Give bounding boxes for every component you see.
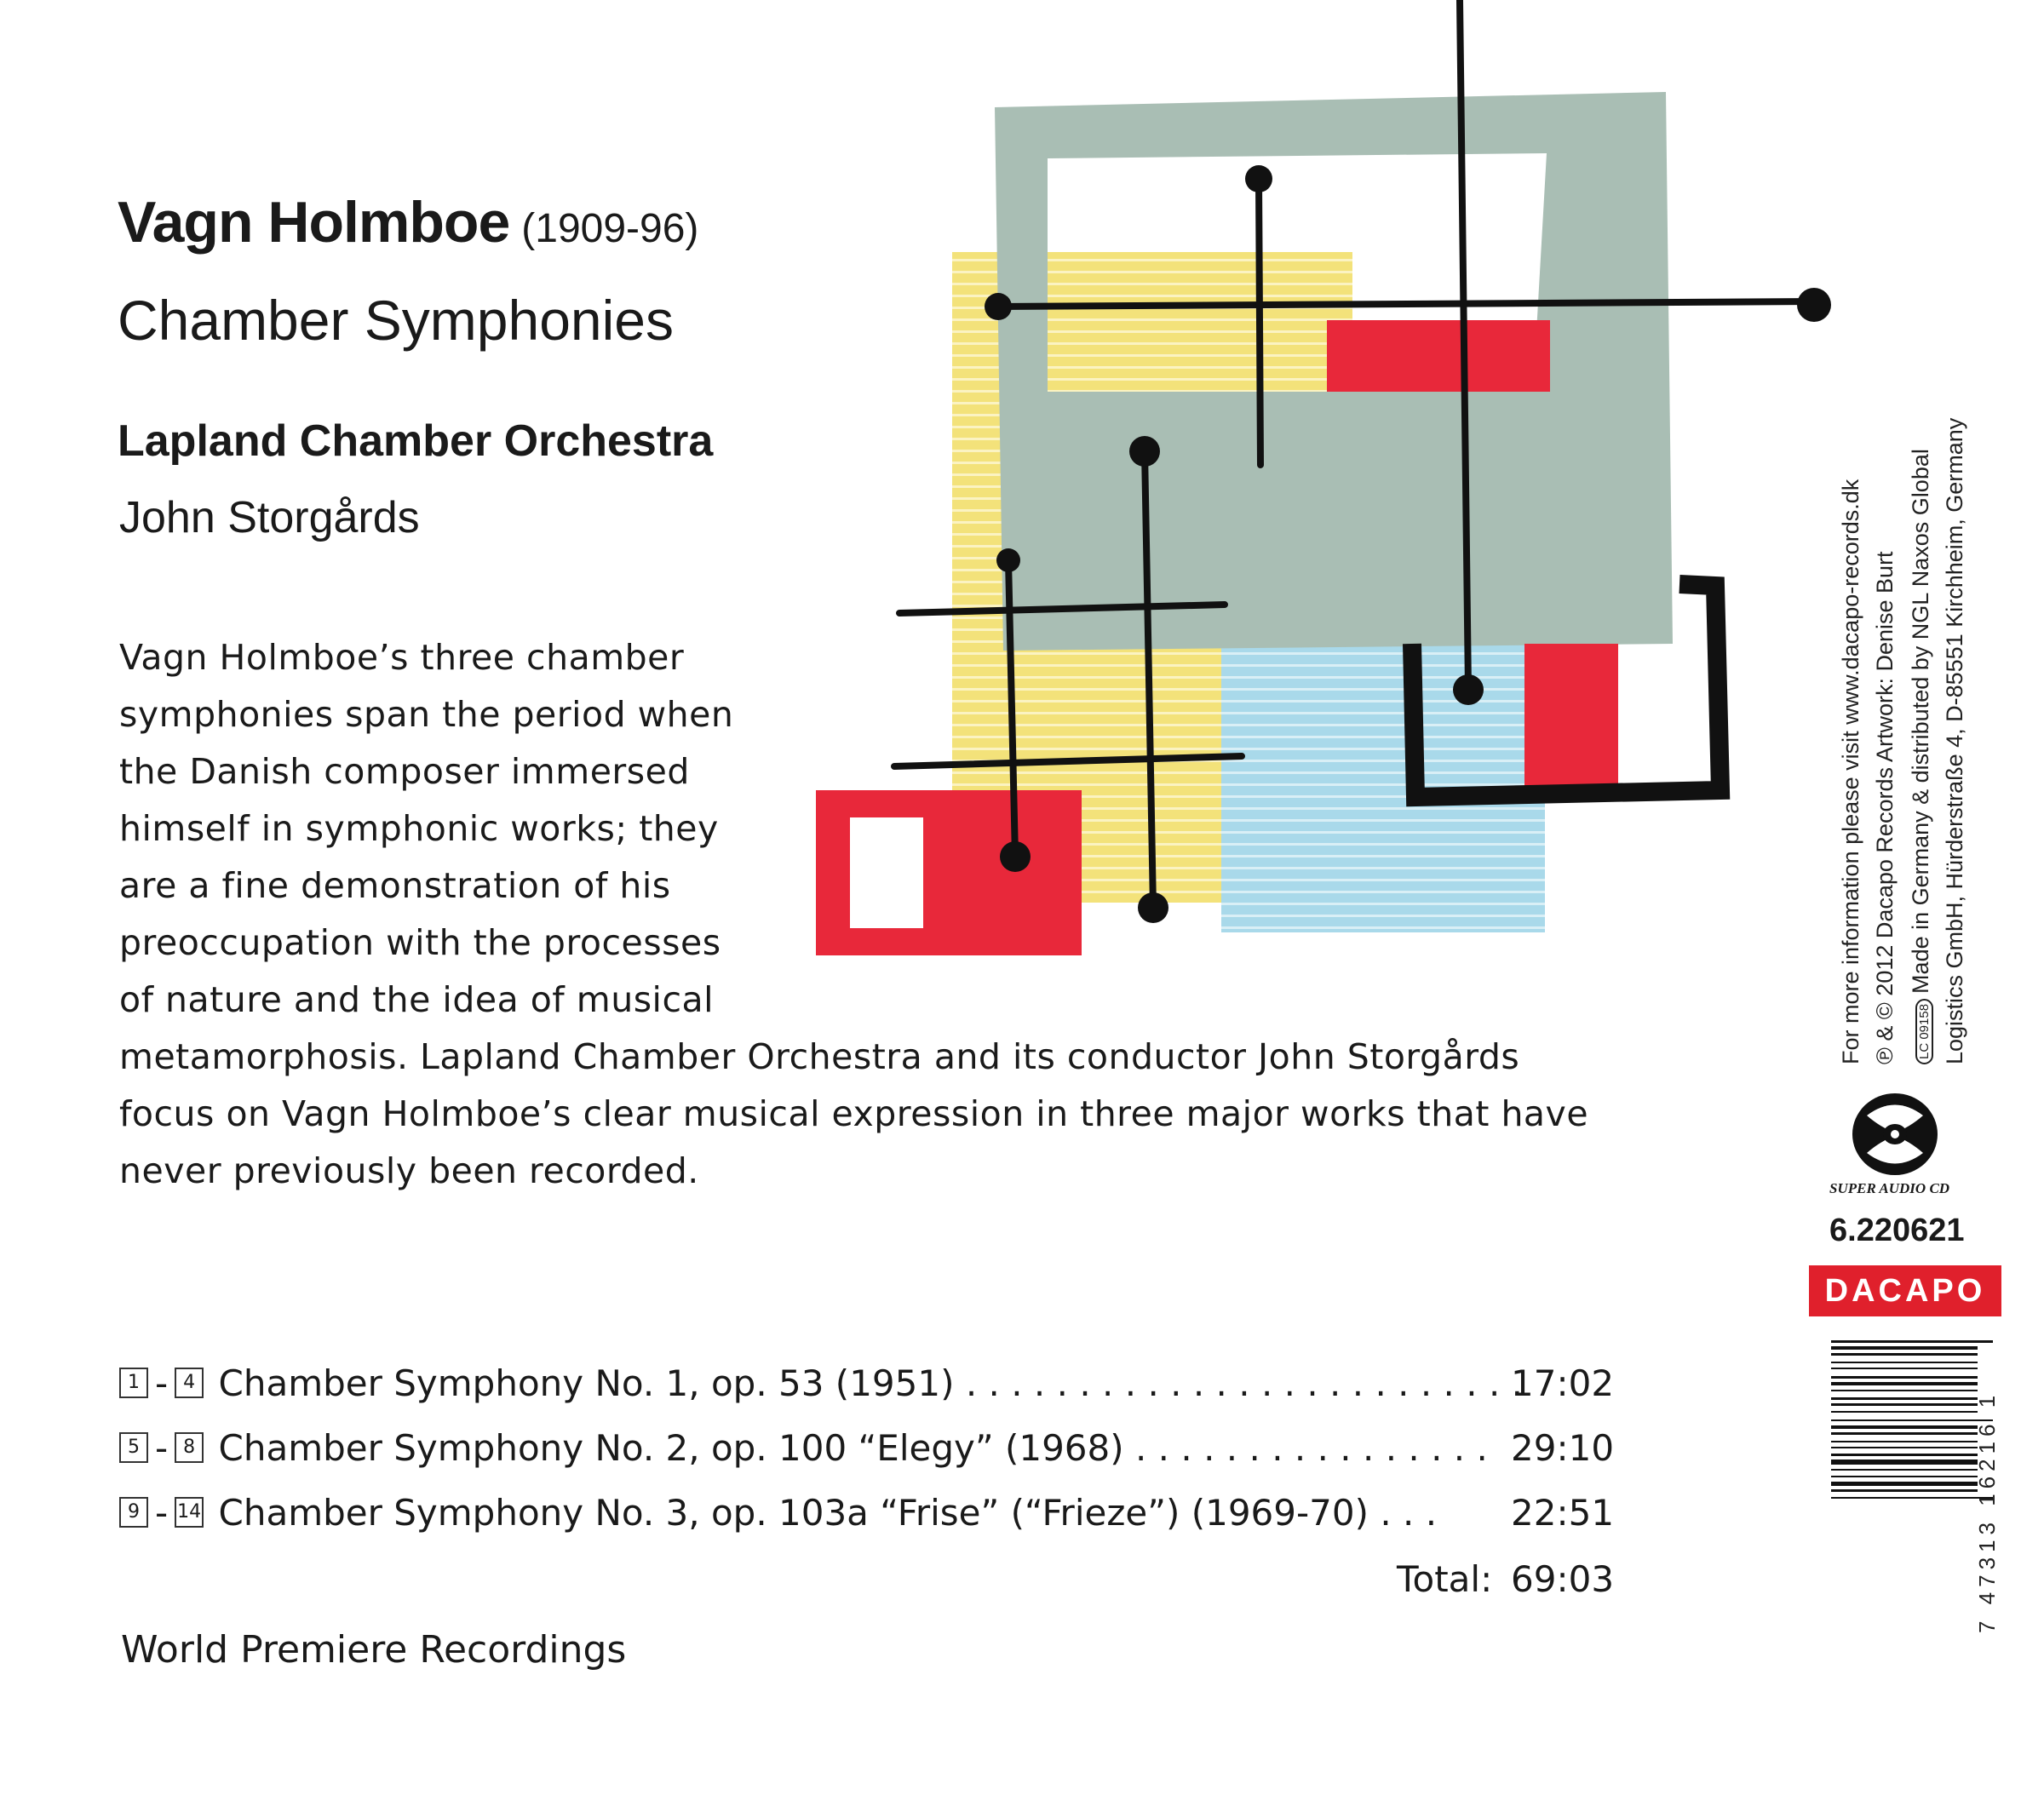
track-start-number: 9 [119,1497,148,1528]
barcode-bar [1831,1411,1978,1413]
barcode-bar [1831,1346,1978,1350]
total-label: Total: [1397,1558,1493,1600]
work-title: Chamber Symphonies [118,289,674,352]
track-leader-dots: . . . . . . . . . . . . . . . . [1134,1427,1488,1469]
description-line: of nature and the idea of musical [119,979,715,1020]
dot-marker [1129,436,1160,467]
track-title: Chamber Symphony No. 3, op. 103a “Frise” (“Frieze”) (1969-70) [218,1492,1369,1534]
barcode-bar [1831,1432,1978,1435]
conductor-name: John Storgårds [119,493,420,542]
track-title: Chamber Symphony No. 1, op. 53 (1951) [218,1362,955,1404]
barcode [1831,1340,1993,1630]
barcode-bar [1831,1476,1978,1477]
dot-marker [1453,674,1484,705]
description-line: himself in symphonic works; they [119,808,719,849]
barcode-bar [1831,1353,1978,1356]
barcode-bar [1831,1368,1978,1369]
track-leader-dots: . . . . . . . . . . . . . . . . . . . . . . . . . [965,1362,1524,1404]
description-line: symphonies span the period when [119,694,734,735]
description-line: preoccupation with the processes [119,922,721,963]
barcode-bar [1831,1425,1978,1429]
barcode-bar [1831,1460,1978,1465]
barcode-bar [1831,1362,1978,1363]
track-start-number: 5 [119,1432,148,1463]
red-block-right [1524,644,1618,795]
red-block [1327,320,1550,392]
barcode-bar [1831,1340,1993,1343]
barcode-bar [1831,1454,1978,1456]
track-row: 1 - 4 Chamber Symphony No. 1, op. 53 (1951) . . . . . . . . . . . . . . . . . . . . . . . . . 17:02 [119,1362,1618,1414]
barcode-bar [1831,1419,1993,1421]
distribution-text: Made in Germany & distributed by NGL Naxos Global [1908,449,1933,994]
track-duration: 22:51 [1511,1492,1615,1534]
cover-artwork [801,0,1857,971]
info-distribution [1908,449,1934,1064]
barcode-bar [1831,1489,1978,1492]
barcode-digits: 7 47313 16216 1 [1974,1390,2000,1633]
sacd-label: SUPER AUDIO CD [1829,1180,1950,1196]
track-end-number: 4 [175,1368,204,1398]
dot-marker [1245,165,1272,192]
barcode-bar [1831,1397,1978,1400]
track-title: Chamber Symphony No. 2, op. 100 “Elegy” (1968) [218,1427,1124,1469]
description-line: Vagn Holmboe’s three chamber [119,637,685,678]
dot-marker [985,293,1012,320]
premiere-note: World Premiere Recordings [121,1628,627,1672]
description-line: the Danish composer immersed [119,751,690,792]
info-address: Logistics GmbH, Hürderstraße 4, D-85551 Kirchheim, Germany [1942,417,1967,1064]
catalog-number: 6.220621 [1829,1213,1965,1248]
barcode-bar [1831,1390,1978,1391]
blue-panel [1221,639,1545,932]
orchestra-name: Lapland Chamber Orchestra [118,416,714,466]
description-line: metamorphosis. Lapland Chamber Orchestra and its conductor John Storgårds [119,1036,1520,1077]
info-copyright: ℗ & © 2012 Dacapo Records Artwork: Denise Burt [1872,551,1898,1064]
description-line: never previously been recorded. [119,1150,699,1191]
composer-name [118,189,698,255]
track-row: 9 - 14 Chamber Symphony No. 3, op. 103a “Frise” (“Frieze”) (1969-70) . . . 22:51 [119,1492,1618,1543]
track-end-number: 8 [175,1432,204,1463]
dacapo-logo: DACAPO [1809,1265,2001,1316]
barcode-bar [1831,1376,1978,1379]
barcode-bar [1831,1382,1978,1385]
dot-marker [1797,288,1831,322]
track-start-number: 1 [119,1368,148,1398]
total-duration: 69:03 [1511,1558,1615,1600]
dot-marker [1000,841,1031,872]
track-duration: 17:02 [1511,1362,1615,1404]
barcode-bar [1831,1441,1978,1442]
dot-marker [996,548,1020,572]
barcode-bar [1831,1447,1978,1448]
barcode-bar [1831,1482,1978,1486]
barcode-bar [1831,1469,1978,1471]
barcode-bar [1831,1497,1993,1499]
description-line: are a fine demonstration of his [119,865,671,906]
lc-code: LC 09158 [1915,999,1933,1064]
dot-marker [1138,892,1168,923]
composer-label: Vagn Holmboe [118,190,510,255]
sacd-logo-icon [1848,1090,1942,1179]
track-end-number: 14 [175,1497,204,1528]
track-leader-dots: . . . [1380,1492,1438,1534]
track-duration: 29:10 [1511,1427,1615,1469]
barcode-bar [1831,1403,1978,1406]
track-row: 5 - 8 Chamber Symphony No. 2, op. 100 “Elegy” (1968) . . . . . . . . . . . . . . . . 29:10 [119,1427,1618,1478]
description-line: focus on Vagn Holmboe’s clear musical expression in three major works that have [119,1093,1589,1134]
composer-dates: (1909-96) [521,206,699,251]
info-website: For more information please visit www.dacapo-records.dk [1838,479,1863,1064]
